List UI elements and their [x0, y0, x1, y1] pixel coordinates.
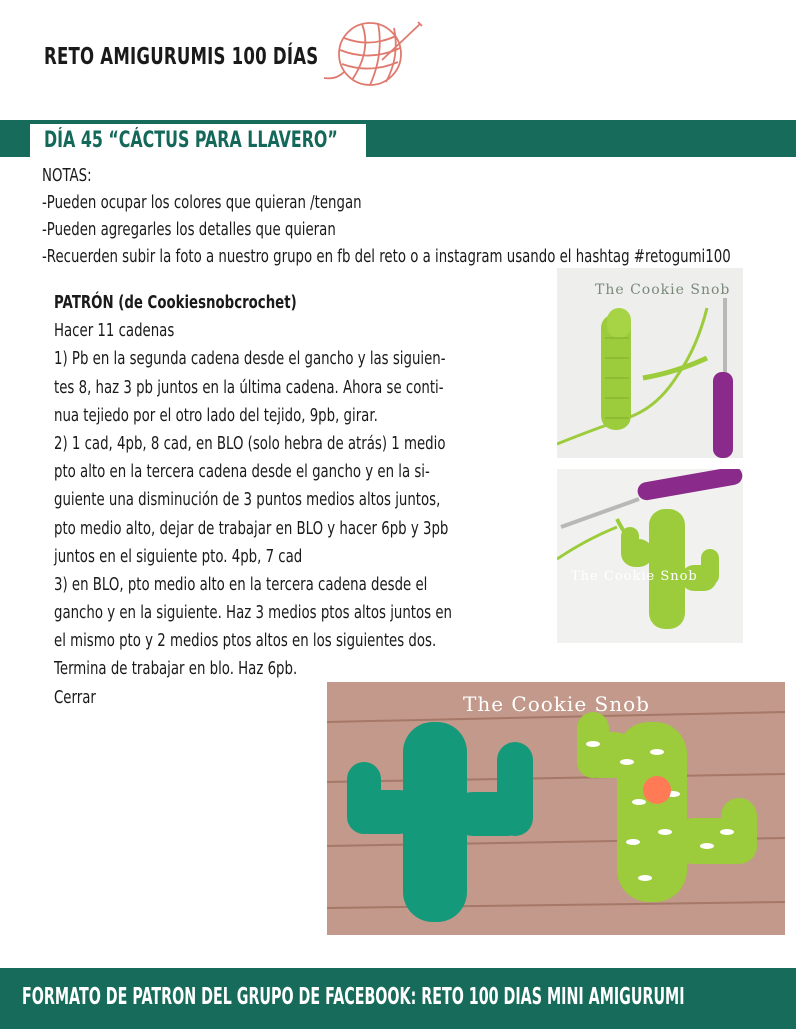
notes-section [42, 162, 796, 270]
notes-item: -Pueden ocupar los colores que quieran /tengan [42, 192, 362, 213]
pattern-line: el mismo pto y 2 medios ptos altos en los siguientes dos. [54, 630, 437, 652]
pattern-section [54, 289, 592, 712]
pattern-line: Cerrar [54, 686, 96, 708]
pattern-line: juntos en el siguiente pto. 4pb, 7 cad [54, 545, 303, 567]
notes-item: -Pueden agregarles los detalles que quieran [42, 219, 336, 240]
crochet-progress-photo-1 [557, 268, 743, 458]
document-title: RETO AMIGURUMIS 100 DÍAS [44, 44, 319, 70]
yarn-ball-crochet-hook-icon [322, 20, 426, 88]
pattern-heading: PATRÓN (de Cookiesnobcrochet) [54, 292, 297, 313]
pattern-line: 1) Pb en la segunda cadena desde el gancho y las siguien- [54, 348, 446, 370]
notes-item: -Recuerden subir la foto a nuestro grupo en fb del reto o a instagram usando el hashtag #retogumi100 [42, 246, 731, 267]
pattern-line: nua tejiedo por el otro lado del tejido, 9pb, girar. [54, 404, 378, 426]
crochet-progress-photo-2 [557, 469, 743, 643]
pattern-line: pto medio alto, dejar de trabajar en BLO y hacer 6pb y 3pb [54, 517, 449, 539]
pattern-line: 3) en BLO, pto medio alto en la tercera cadena desde el [54, 573, 428, 595]
pattern-line: guiente una disminución de 3 puntos medios altos juntos, [54, 489, 441, 511]
notes-heading: NOTAS: [42, 165, 92, 186]
watermark: The Cookie Snob [571, 569, 698, 584]
day-title: DÍA 45 “CÁCTUS PARA LLAVERO” [44, 128, 338, 153]
footer-text: FORMATO DE PATRON DEL GRUPO DE FACEBOOK: RETO 100 DIAS MINI AMIGURUMI [22, 984, 685, 1010]
pattern-line: pto alto en la tercera cadena desde el gancho y en la si- [54, 461, 430, 483]
pattern-line: Hacer 11 cadenas [54, 320, 175, 342]
pattern-line: gancho y en la siguiente. Haz 3 medios ptos altos juntos en [54, 602, 453, 624]
pattern-line: 2) 1 cad, 4pb, 8 cad, en BLO (solo hebra de atrás) 1 medio [54, 432, 446, 454]
watermark: The Cookie Snob [463, 692, 650, 716]
pattern-line: tes 8, haz 3 pb juntos en la última cadena. Ahora se conti- [54, 376, 444, 398]
watermark: The Cookie Snob [595, 282, 731, 298]
pattern-line: Termina de trabajar en blo. Haz 6pb. [54, 658, 298, 680]
finished-cacti-photo [327, 682, 785, 935]
